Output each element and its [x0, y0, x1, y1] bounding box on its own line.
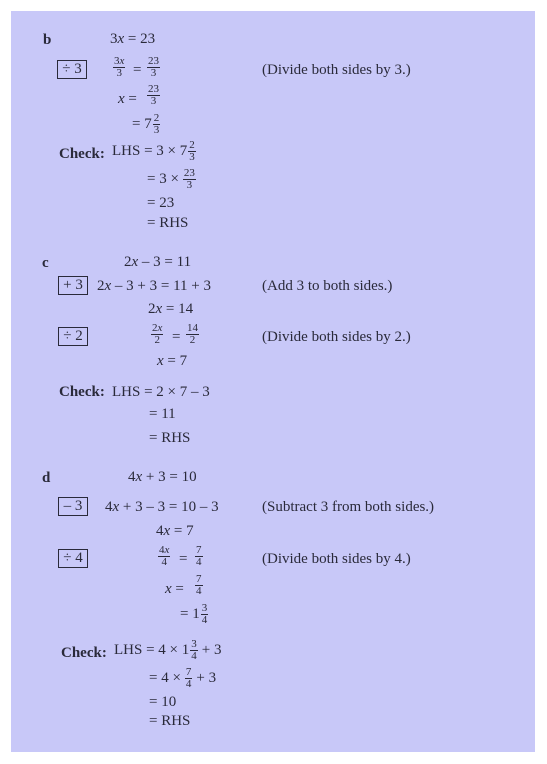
part-b-label: b: [43, 32, 52, 48]
d-mixed-1-3-4: = 1 $\frac{3}{4}$: [180, 602, 208, 626]
d-operation-box-subtract-3: – 3: [58, 497, 88, 516]
c-operation-box-divide-2: ÷ 2: [58, 327, 88, 346]
solution-panel: [11, 11, 535, 752]
b-check-line-2: = 3 × $\frac{23}{3}$: [147, 167, 195, 191]
c-check-line-2: = 11: [149, 406, 176, 422]
d-equation-line-3: 4x = 7: [156, 523, 194, 539]
b-mixed-7-2-3: = 7 $\frac{2}{3}$: [132, 112, 160, 136]
b-line-3-left: x =: [118, 91, 137, 107]
d-check-line-2: = 4 × $\frac{7}{4}$ + 3: [149, 666, 217, 690]
d-note-subtract: (Subtract 3 from both sides.): [262, 499, 435, 515]
d-fraction-7-over-4: 7 4: [196, 544, 202, 568]
b-fraction-3x-over-3: 3x 3: [114, 55, 125, 79]
c-operation-box-add-3: + 3: [58, 276, 88, 295]
c-check-line-3: = RHS: [149, 430, 191, 446]
part-d-label: d: [42, 470, 51, 486]
d-equation-line-2: 4x + 3 – 3 = 10 – 3: [105, 499, 219, 515]
d-line-5-left: x =: [165, 581, 184, 597]
b-equals-sign: =: [133, 62, 142, 78]
b-check-line-4: = RHS: [147, 215, 189, 231]
d-check-label: Check:: [61, 645, 107, 661]
b-check-line-3: = 23: [147, 195, 175, 211]
c-equation-line-1: 2x – 3 = 11: [124, 254, 192, 270]
c-note-add: (Add 3 to both sides.): [262, 278, 393, 294]
c-fraction-14-over-2: 14 2: [187, 322, 198, 346]
b-note-divide: (Divide both sides by 3.): [262, 62, 411, 78]
d-fraction-7-over-4-line5: 7 4: [196, 573, 202, 597]
d-equation-line-1: 4x + 3 = 10: [128, 469, 197, 485]
c-equation-line-2: 2x – 3 + 3 = 11 + 3: [97, 278, 211, 294]
b-check-line-1: LHS = 3 × 7 $\frac{2}{3}$: [112, 139, 195, 163]
c-fraction-2x-over-2: 2x 2: [152, 322, 163, 346]
c-note-divide: (Divide both sides by 2.): [262, 329, 411, 345]
c-check-line-1: LHS = 2 × 7 – 3: [112, 384, 210, 400]
c-equation-line-3: 2x = 14: [148, 301, 194, 317]
c-equation-line-5: x = 7: [157, 353, 188, 369]
part-c-label: c: [42, 255, 49, 271]
d-equals-sign: =: [179, 551, 188, 567]
b-operation-box-divide-3: ÷ 3: [57, 60, 87, 79]
b-fraction-23-over-3-line3: 23 3: [148, 83, 159, 107]
d-check-line-1: LHS = 4 × 1 $\frac{3}{4}$ + 3: [114, 638, 222, 662]
b-check-label: Check:: [59, 146, 105, 162]
d-check-line-3: = 10: [149, 694, 177, 710]
b-fraction-23-over-3: 23 3: [148, 55, 159, 79]
c-equals-sign: =: [172, 329, 181, 345]
c-check-label: Check:: [59, 384, 105, 400]
d-check-line-4: = RHS: [149, 713, 191, 729]
b-equation-line-1: 3x = 23: [110, 31, 156, 47]
d-note-divide: (Divide both sides by 4.): [262, 551, 411, 567]
d-operation-box-divide-4: ÷ 4: [58, 549, 88, 568]
d-fraction-4x-over-4: 4x 4: [159, 544, 170, 568]
